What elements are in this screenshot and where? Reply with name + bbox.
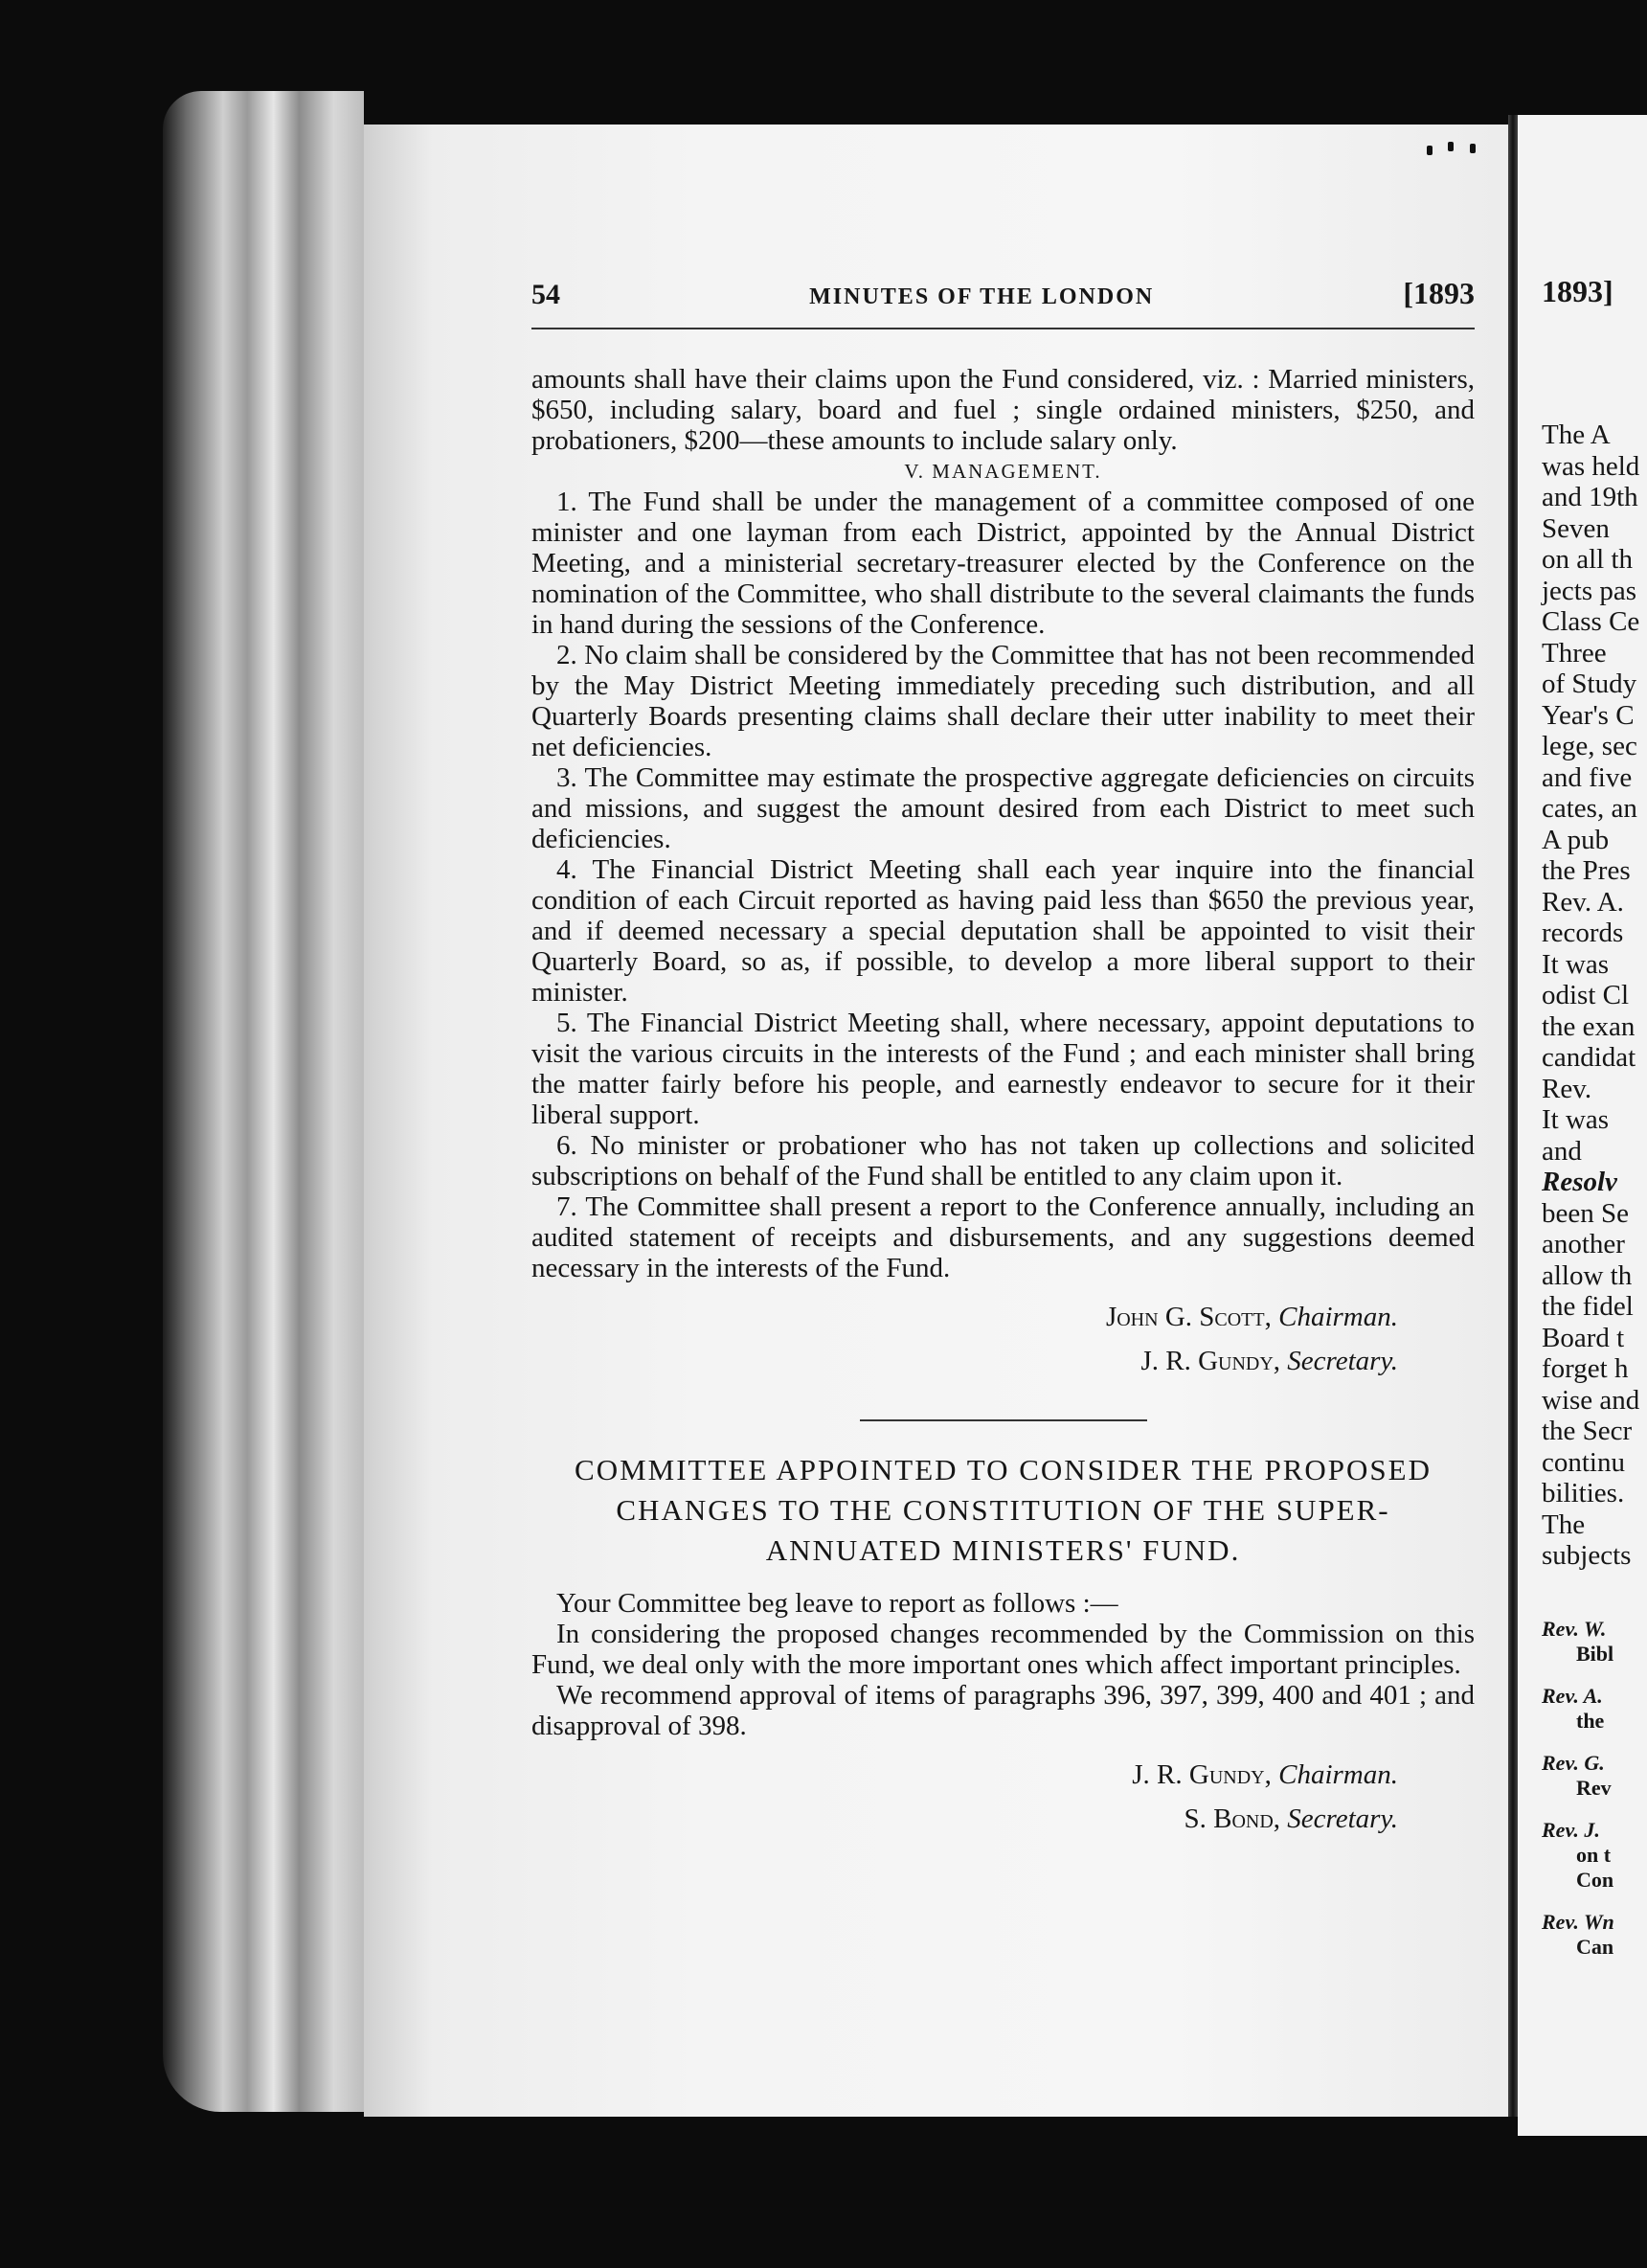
text-line: allow th: [1542, 1259, 1633, 1291]
committee-heading: COMMITTEE APPOINTED TO CONSIDER THE PROPOSED CHANGES TO THE CONSTITUTION OF THE SUPER-ANNUATED MINISTERS' FUND.: [575, 1453, 1432, 1567]
clause-4: 4. The Financial District Meeting shall each year inquire into the financial condition of each Circuit reported as having paid less than $650 the previous year, and if deemed necessary a special deputation shall be appointed to visit their Quarterly Board, so as, if possible, to develop a more liberal support to their minister.: [531, 854, 1475, 1008]
entry-cont: Can: [1576, 1935, 1614, 1959]
scan-speck: [1427, 146, 1433, 155]
page-header: [531, 276, 1475, 329]
scan-speck: [1448, 142, 1454, 151]
text-line: been Se: [1542, 1197, 1629, 1229]
text-line: The A: [1542, 420, 1611, 450]
text-line: records: [1542, 918, 1624, 948]
text-line: Class Ce: [1542, 606, 1640, 637]
list-item: [1542, 1751, 1614, 1801]
entry-rev: Rev. J.: [1542, 1818, 1600, 1842]
signature-block-2: [531, 1753, 1475, 1841]
text-line: Three: [1542, 637, 1607, 669]
text-line: Seven: [1542, 512, 1610, 544]
text-line: bilities.: [1542, 1478, 1625, 1508]
signer-role: Secretary.: [1287, 1346, 1398, 1376]
page-body: [531, 364, 1475, 1841]
text-line: A pub: [1542, 824, 1610, 855]
text-line: the exan: [1542, 1010, 1636, 1042]
text-line: continu: [1542, 1446, 1625, 1478]
text-line: another: [1542, 1229, 1625, 1259]
signer-name: S. Bond,: [1184, 1803, 1281, 1834]
text-line: jects pas: [1542, 575, 1637, 606]
header-year: [1893: [1403, 276, 1475, 310]
text-line: subjects: [1542, 1540, 1632, 1571]
list-item: [1542, 1910, 1614, 1960]
text-line: odist Cl: [1542, 980, 1630, 1010]
text-line: and: [1542, 1135, 1582, 1167]
text-line: Rev. A.: [1542, 886, 1624, 918]
clause-3: 3. The Committee may estimate the prospective aggregate deficiencies on circuits and missions, and suggest the amount desired from each District to meet such deficiencies.: [531, 762, 1475, 854]
text-line: wise and: [1542, 1384, 1640, 1416]
clause-6: 6. No minister or probationer who has not taken up collections and solicited subscriptions on behalf of the Fund shall be entitled to any claim upon it.: [531, 1130, 1475, 1191]
entry-cont: Rev: [1576, 1776, 1612, 1800]
right-page-entries: [1542, 1617, 1614, 1977]
entry-rev: Rev. G.: [1542, 1751, 1605, 1775]
signer-name: J. R. Gundy,: [1132, 1759, 1272, 1790]
text-line: and five: [1542, 761, 1633, 793]
signer-role: Chairman.: [1278, 1759, 1398, 1790]
entry-rev: Rev. W.: [1542, 1617, 1607, 1641]
committee-paragraph: Your Committee beg leave to report as follows :—: [556, 1588, 1118, 1619]
signer-role: Secretary.: [1287, 1803, 1398, 1834]
page-number: 54: [531, 279, 560, 310]
entry-cont: Con: [1576, 1868, 1614, 1892]
entry-cont: on t: [1576, 1843, 1612, 1867]
opening-paragraph: amounts shall have their claims upon the Fund considered, viz. : Married ministers, $650, including salary, board and fuel ; single ordained ministers, $250, and probationers, $200—these amounts to include salary only.: [531, 364, 1475, 456]
list-item: [1542, 1617, 1614, 1667]
list-item: [1542, 1868, 1614, 1893]
list-item: [1542, 1684, 1614, 1734]
text-line: The: [1542, 1508, 1586, 1540]
text-line: on all th: [1542, 544, 1634, 575]
entry-rev: Rev. A.: [1542, 1684, 1603, 1708]
clause-1: 1. The Fund shall be under the management of a committee composed of one minister and one layman from each District, appointed by the Annual District Meeting, and a ministerial secretary-treasurer elected by the Conference on the nomination of the Committee, who shall distribute to the several claimants the funds in hand during the sessions of the Conference.: [531, 487, 1475, 640]
clause-5: 5. The Financial District Meeting shall, where necessary, appoint deputations to visit the various circuits in the interests of the Fund ; and each minister shall bring the matter fairly before his people, and earnestly endeavor to secure for it their liberal support.: [531, 1008, 1475, 1130]
text-line: the fidel: [1542, 1291, 1634, 1322]
entry-cont: the: [1576, 1709, 1605, 1733]
signature-block-1: [531, 1295, 1475, 1383]
right-page-year: 1893]: [1542, 274, 1613, 308]
text-line: Year's C: [1542, 699, 1635, 731]
clause-7: 7. The Committee shall present a report to the Conference annually, including an audited statement of receipts and disbursements, and any suggestions deemed necessary in the interests of the Fund.: [531, 1191, 1475, 1283]
clause-2: 2. No claim shall be considered by the Committee that has not been recommended by the May District Meeting immediately preceding such distribution, and all Quarterly Boards presenting claims shall declare their utter inability to meet their net deficiencies.: [531, 640, 1475, 762]
signer-role: Chairman.: [1278, 1302, 1398, 1332]
signer-name: J. R. Gundy,: [1140, 1346, 1281, 1376]
list-item: [1542, 1818, 1614, 1868]
text-line: and 19th: [1542, 482, 1638, 512]
text-line: Resolv: [1542, 1167, 1617, 1197]
signer-name: John G. Scott,: [1105, 1302, 1272, 1332]
text-line: cates, an: [1542, 793, 1637, 824]
text-line: of Study: [1542, 669, 1637, 699]
running-head: MINUTES OF THE LONDON: [809, 284, 1155, 309]
right-page-text: [1542, 420, 1639, 1572]
book-gutter: [1508, 115, 1518, 2117]
scan-speck: [1470, 144, 1476, 153]
text-line: was held: [1542, 450, 1640, 482]
entry-cont: Bibl: [1576, 1642, 1614, 1666]
committee-paragraph: We recommend approval of items of paragraphs 396, 397, 399, 400 and 401 ; and disapproval of 398.: [531, 1680, 1475, 1741]
text-line: It was: [1542, 948, 1610, 980]
text-line: lege, sec: [1542, 731, 1637, 761]
entry-rev: Rev. Wn: [1542, 1910, 1614, 1934]
section-heading: V. MANAGEMENT.: [904, 460, 1102, 483]
committee-paragraph: In considering the proposed changes recommended by the Commission on this Fund, we deal only with the more important ones which affect important principles.: [531, 1619, 1475, 1680]
text-line: Rev.: [1542, 1073, 1592, 1104]
text-line: Board t: [1542, 1322, 1625, 1353]
text-line: candidat: [1542, 1042, 1636, 1073]
text-line: It was: [1542, 1104, 1610, 1135]
book-page-edges: [163, 91, 364, 2112]
text-line: forget h: [1542, 1353, 1629, 1384]
section-divider: [860, 1419, 1147, 1421]
text-line: the Secr: [1542, 1416, 1633, 1446]
text-line: the Pres: [1542, 855, 1631, 886]
